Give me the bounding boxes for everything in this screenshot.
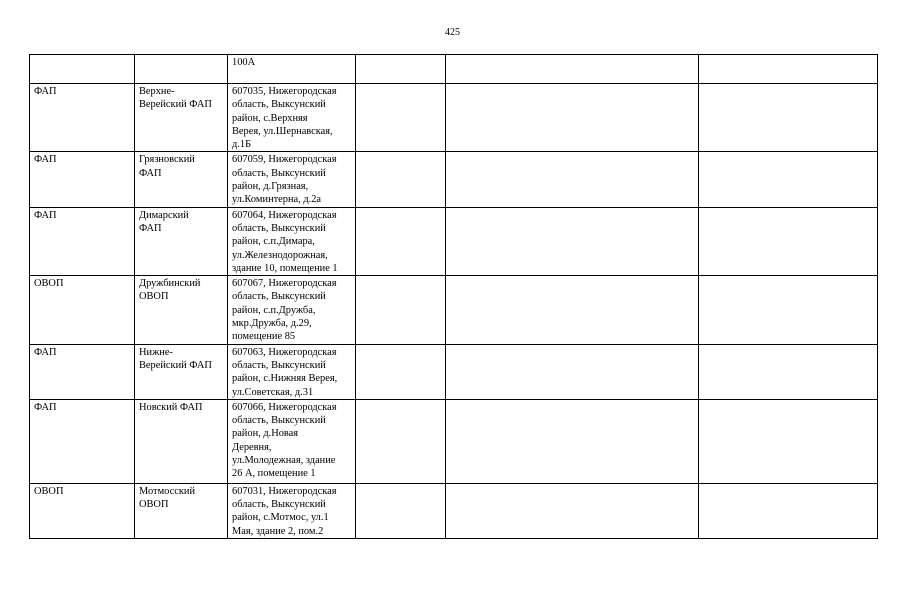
empty-cell-col4 <box>356 152 446 207</box>
facility-type-cell: ФАП <box>30 344 135 399</box>
table-row <box>30 55 878 84</box>
facility-name-cell: Грязновский ФАП <box>135 152 228 207</box>
facility-address-cell: 100А <box>228 55 356 84</box>
empty-cell-col5 <box>446 152 699 207</box>
empty-cell-col6 <box>699 207 878 275</box>
facility-type-cell: ФАП <box>30 84 135 152</box>
table-row <box>30 84 878 152</box>
empty-cell-col6 <box>699 483 878 538</box>
empty-cell-col6 <box>699 152 878 207</box>
empty-cell-col4 <box>356 276 446 344</box>
empty-cell-col4 <box>356 84 446 152</box>
facility-name-cell: Нижне- Верейский ФАП <box>135 344 228 399</box>
facility-address-cell: 607059, Нижегородская область, Выксунский район, д.Грязная, ул.Коминтерна, д.2а <box>228 152 356 207</box>
empty-cell-col5 <box>446 483 699 538</box>
table-row <box>30 344 878 399</box>
empty-cell-col6 <box>699 55 878 84</box>
empty-cell-col4 <box>356 399 446 483</box>
empty-cell-col5 <box>446 207 699 275</box>
empty-cell-col4 <box>356 483 446 538</box>
facility-address-cell: 607031, Нижегородская область, Выксунский район, с.Мотмос, ул.1 Мая, здание 2, пом.2 <box>228 483 356 538</box>
empty-cell-col6 <box>699 344 878 399</box>
table-row <box>30 399 878 483</box>
facility-address-cell: 607067, Нижегородская область, Выксунский район, с.п.Дружба, мкр.Дружба, д.29, помещение 85 <box>228 276 356 344</box>
facility-address-cell: 607035, Нижегородская область, Выксунский район, с.Верхняя Верея, ул.Шернавская, д.1Б <box>228 84 356 152</box>
facility-name-cell: Мотмосский ОВОП <box>135 483 228 538</box>
page-number: 425 <box>445 27 460 38</box>
facility-name-cell: Верхне- Верейский ФАП <box>135 84 228 152</box>
empty-cell-col4 <box>356 207 446 275</box>
facility-address-cell: 607066, Нижегородская область, Выксунский район, д.Новая Деревня, ул.Молодежная, здание 26 А, помещение 1 <box>228 399 356 483</box>
empty-cell-col6 <box>699 84 878 152</box>
facility-type-cell: ФАП <box>30 207 135 275</box>
facilities-table <box>29 54 878 539</box>
empty-cell-col6 <box>699 399 878 483</box>
facility-name-cell: Дружбинский ОВОП <box>135 276 228 344</box>
facility-name-cell: Новский ФАП <box>135 399 228 483</box>
empty-cell-col5 <box>446 399 699 483</box>
facility-type-cell: ФАП <box>30 399 135 483</box>
empty-cell-col5 <box>446 276 699 344</box>
table-row <box>30 276 878 344</box>
empty-cell-col4 <box>356 55 446 84</box>
facility-address-cell: 607064, Нижегородская область, Выксунский район, с.п.Димара, ул.Железнодорожная, здание 10, помещение 1 <box>228 207 356 275</box>
facility-type-cell: ФАП <box>30 152 135 207</box>
empty-cell-col5 <box>446 84 699 152</box>
facility-type-cell <box>30 55 135 84</box>
empty-cell-col4 <box>356 344 446 399</box>
empty-cell-col5 <box>446 55 699 84</box>
empty-cell-col5 <box>446 344 699 399</box>
table-row <box>30 207 878 275</box>
facility-name-cell: Димарский ФАП <box>135 207 228 275</box>
facility-name-cell <box>135 55 228 84</box>
table-row <box>30 152 878 207</box>
table-row <box>30 483 878 538</box>
facility-address-cell: 607063, Нижегородская область, Выксунский район, с.Нижняя Верея, ул.Советская, д.31 <box>228 344 356 399</box>
facility-type-cell: ОВОП <box>30 483 135 538</box>
facility-type-cell: ОВОП <box>30 276 135 344</box>
empty-cell-col6 <box>699 276 878 344</box>
